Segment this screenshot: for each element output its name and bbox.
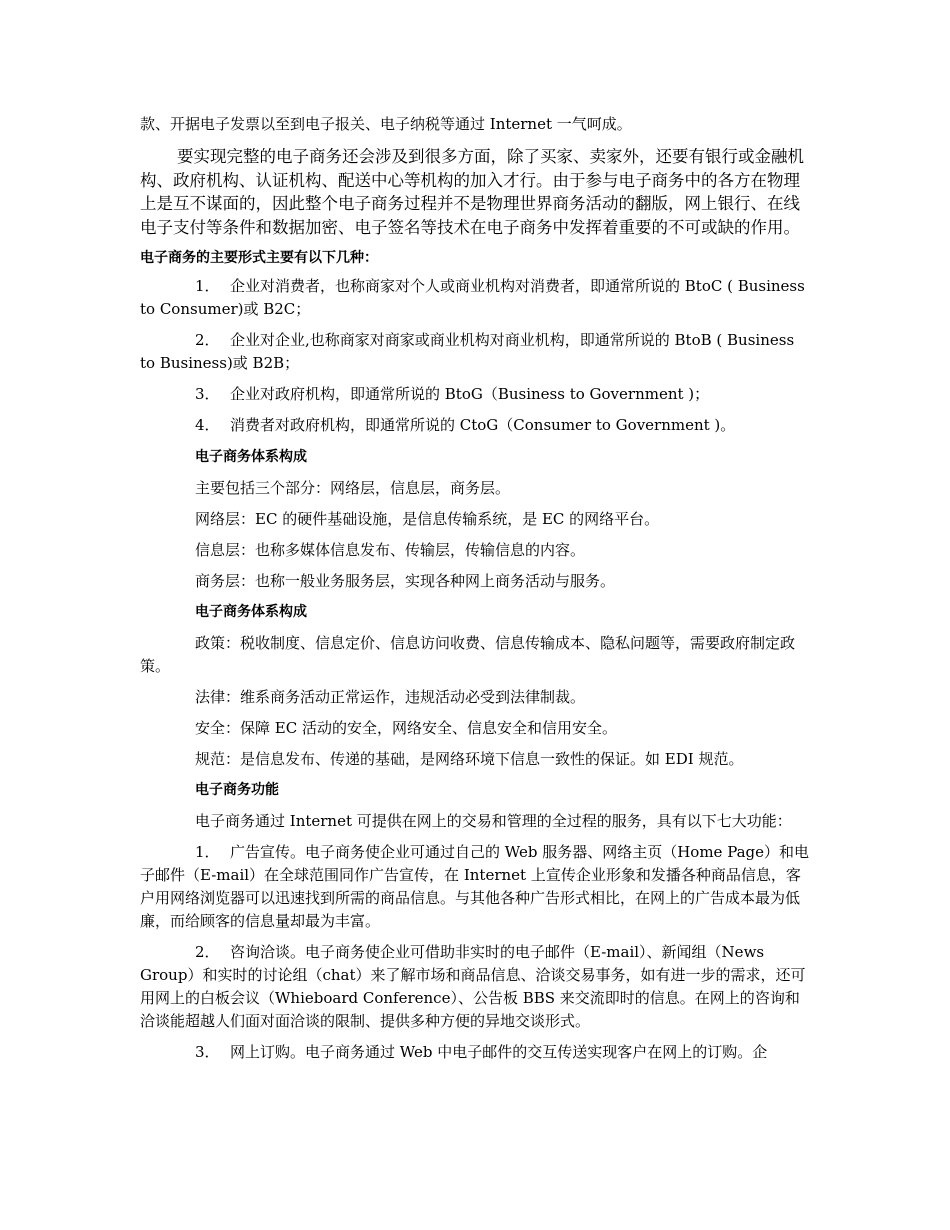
form-text: 企业对消费者，也称商家对个人或商业机构对消费者，即通常所说的 BtoC ( Business to Consumer)或 B2C； — [140, 277, 805, 318]
function-text: 广告宣传。电子商务使企业可通过自己的 Web 服务器、网络主页（Home Page）和电子邮件（E-mail）在全球范围同作广告宣传，在 Internet 上宣传企业形象和发播各种商品信息，客户用网络浏览器可以迅速找到所需的商品信息。与其他各种广告形式相比，在网上的广告成本最为低廉，而给顾客的信息量却最为丰富。 — [140, 843, 810, 930]
function-item-3 — [140, 1041, 812, 1064]
policy-line: 法律：维系商务活动正常运作，违规活动必受到法律制裁。 — [195, 688, 586, 706]
form-text: 企业对企业,也称商家对商家或商业机构对商业机构，即通常所说的 BtoB ( Business to Business)或 B2B； — [140, 331, 795, 372]
function-number: 3． — [195, 1043, 220, 1061]
form-item-2 — [140, 329, 812, 375]
function-number: 2． — [195, 943, 220, 961]
function-text: 网上订购。电子商务通过 Web 中电子邮件的交互传送实现客户在网上的订购。企 — [230, 1043, 768, 1061]
form-item-1 — [140, 275, 812, 321]
form-text: 企业对政府机构，即通常所说的 BtoG（Business to Government )； — [230, 385, 710, 403]
form-number: 4． — [195, 416, 220, 434]
form-number: 1． — [195, 277, 220, 295]
function-text: 咨询洽谈。电子商务使企业可借助非实时的电子邮件（E-mail）、新闻组（News Group）和实时的讨论组（chat）来了解市场和商品信息、洽谈交易事务，如有进一步的需求，还可用网上的白板会议（Whieboard Conference）、公告板 BBS 来交流即时的信息。在网上的咨询和洽谈能超越人们面对面洽谈的限制、提供多种方便的异地交谈形式。 — [140, 943, 806, 1030]
paragraph-intro-tail: 款、开据电子发票以至到电子报关、电子纳税等通过 Internet 一气呵成。 — [140, 115, 632, 133]
function-item-2 — [140, 941, 812, 1033]
function-intro: 电子商务通过 Internet 可提供在网上的交易和管理的全过程的服务，具有以下七大功能： — [195, 812, 792, 830]
function-number: 1． — [195, 843, 220, 861]
system-heading: 电子商务体系构成 — [195, 449, 307, 465]
form-item-4 — [140, 414, 812, 437]
system-line: 网络层：EC 的硬件基础设施，是信息传输系统，是 EC 的网络平台。 — [195, 510, 660, 528]
form-text: 消费者对政府机构，即通常所说的 CtoG（Consumer to Government )。 — [230, 416, 736, 434]
form-number: 3． — [195, 385, 220, 403]
forms-heading: 电子商务的主要形式主要有以下几种： — [140, 250, 378, 266]
system-line: 信息层：也称多媒体信息发布、传输层，传输信息的内容。 — [195, 541, 586, 559]
function-heading: 电子商务功能 — [195, 782, 279, 798]
system-line: 商务层：也称一般业务服务层，实现各种网上商务活动与服务。 — [195, 572, 616, 590]
policy-line: 规范：是信息发布、传递的基础，是网络环境下信息一致性的保证。如 EDI 规范。 — [195, 750, 744, 768]
system-heading-2: 电子商务体系构成 — [195, 604, 307, 620]
system-line: 主要包括三个部分：网络层，信息层，商务层。 — [195, 479, 511, 497]
document-body — [140, 113, 812, 1064]
form-item-3 — [140, 383, 812, 406]
paragraph-parties: 要实现完整的电子商务还会涉及到很多方面，除了买家、卖家外，还要有银行或金融机构、政府机构、认证机构、配送中心等机构的加入才行。由于参与电子商务中的各方在物理上是互不谋面的，因此整个电子商务过程并不是物理世界商务活动的翻版，网上银行、在线电子支付等条件和数据加密、电子签名等技术在电子商务中发挥着重要的不可或缺的作用。 — [140, 147, 804, 237]
policy-line: 政策：税收制度、信息定价、信息访问收费、信息传输成本、隐私问题等，需要政府制定政策。 — [140, 634, 796, 675]
policy-line: 安全：保障 EC 活动的安全，网络安全、信息安全和信用安全。 — [195, 719, 617, 737]
function-item-1 — [140, 841, 812, 933]
form-number: 2． — [195, 331, 220, 349]
